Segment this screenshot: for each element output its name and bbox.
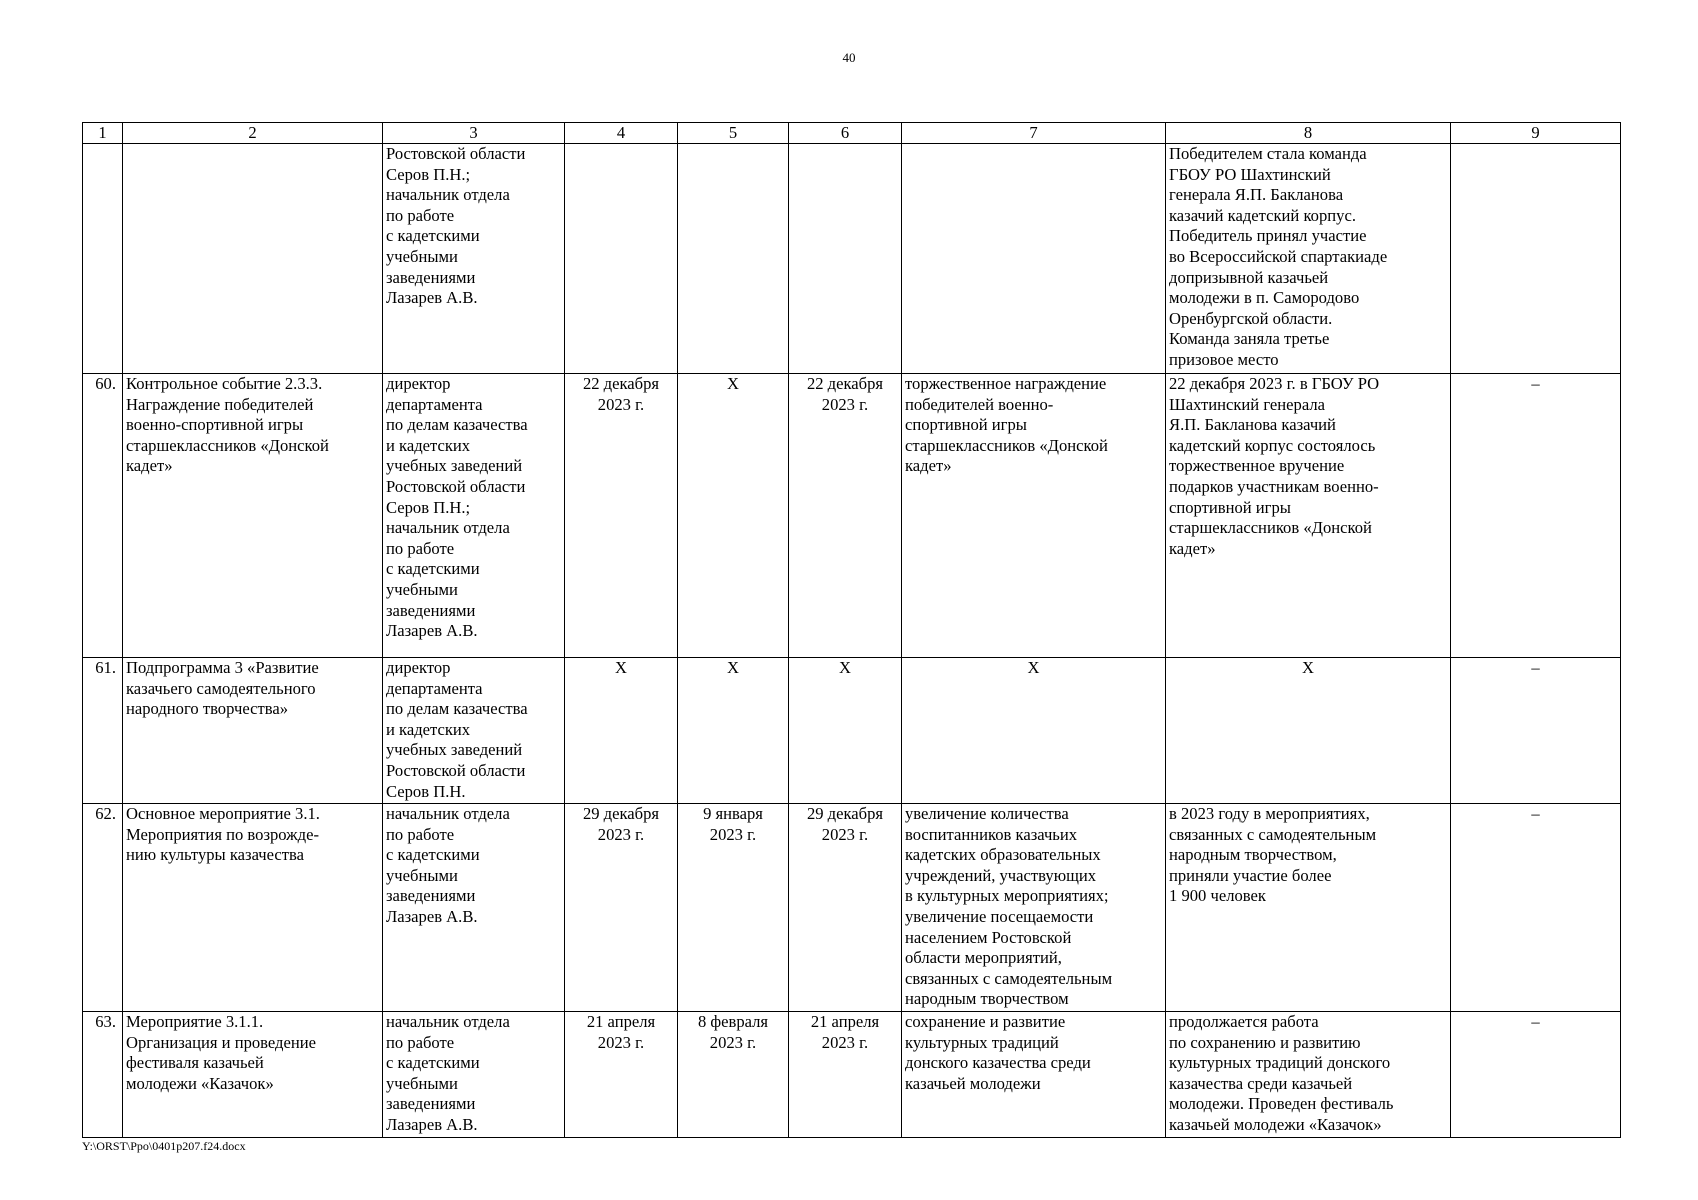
row-number: 60. — [83, 374, 123, 658]
header-cell: 9 — [1451, 123, 1621, 144]
actual-end-date — [789, 144, 902, 374]
table-row — [83, 144, 1621, 374]
problems-note: – — [1451, 374, 1621, 658]
header-cell: 5 — [678, 123, 789, 144]
row-number: 61. — [83, 658, 123, 804]
measure-name: Мероприятие 3.1.1. Организация и проведение фестиваля казачьей молодежи «Казачок» — [123, 1012, 383, 1138]
planned-date: 29 декабря 2023 г. — [565, 804, 678, 1012]
header-cell: 6 — [789, 123, 902, 144]
header-cell: 1 — [83, 123, 123, 144]
responsible-person: начальник отдела по работе с кадетскими учебными заведениями Лазарев А.В. — [383, 1012, 565, 1138]
responsible-person: директор департамента по делам казачества и кадетских учебных заведений Ростовской области Серов П.Н.; начальник отдела по работе с кадетскими учебными заведениями Лазарев А.В. — [383, 374, 565, 658]
actual-end-date: X — [789, 658, 902, 804]
table-row — [83, 658, 1621, 804]
planned-date — [565, 144, 678, 374]
planned-date: X — [565, 658, 678, 804]
problems-note: – — [1451, 658, 1621, 804]
actual-start-date — [678, 144, 789, 374]
table-row — [83, 1012, 1621, 1138]
problems-note: – — [1451, 1012, 1621, 1138]
actual-start-date: X — [678, 658, 789, 804]
row-number: 63. — [83, 1012, 123, 1138]
header-cell: 2 — [123, 123, 383, 144]
measure-name — [123, 144, 383, 374]
table-row — [83, 374, 1621, 658]
table-row — [83, 804, 1621, 1012]
header-cell: 4 — [565, 123, 678, 144]
measure-name: Контрольное событие 2.3.3. Награждение победителей военно-спортивной игры старшеклассников «Донской кадет» — [123, 374, 383, 658]
problems-note — [1451, 144, 1621, 374]
page-number: 40 — [842, 50, 856, 65]
header-cell: 7 — [902, 123, 1166, 144]
actual-end-date: 29 декабря 2023 г. — [789, 804, 902, 1012]
actual-start-date: X — [678, 374, 789, 658]
actual-start-date: 9 января 2023 г. — [678, 804, 789, 1012]
measure-name: Подпрограмма 3 «Развитие казачьего самодеятельного народного творчества» — [123, 658, 383, 804]
report-table — [82, 122, 1621, 1138]
header-cell: 3 — [383, 123, 565, 144]
actual-result: продолжается работа по сохранению и развитию культурных традиций донского казачества среди казачьей молодежи. Проведен фестиваль казачьей молодежи «Казачок» — [1166, 1012, 1451, 1138]
planned-result: увеличение количества воспитанников казачьих кадетских образовательных учреждений, участвующих в культурных мероприятиях; увеличение посещаемости населением Ростовской области мероприятий, связанных с самодеятельным народным творчеством — [902, 804, 1166, 1012]
planned-result: X — [902, 658, 1166, 804]
actual-end-date: 21 апреля 2023 г. — [789, 1012, 902, 1138]
planned-result — [902, 144, 1166, 374]
planned-result: сохранение и развитие культурных традиций донского казачества среди казачьей молодежи — [902, 1012, 1166, 1138]
file-path-footer: Y:\ORST\Ppo\0401p207.f24.docx — [82, 1139, 246, 1153]
responsible-person: директор департамента по делам казачества и кадетских учебных заведений Ростовской области Серов П.Н. — [383, 658, 565, 804]
problems-note: – — [1451, 804, 1621, 1012]
responsible-person: Ростовской области Серов П.Н.; начальник отдела по работе с кадетскими учебными заведениями Лазарев А.В. — [383, 144, 565, 374]
column-number-header — [83, 123, 1621, 144]
actual-result: Победителем стала команда ГБОУ РО Шахтинский генерала Я.П. Бакланова казачий кадетский корпус. Победитель принял участие во Всероссийской спартакиаде допризывной казачьей молодежи в п. Самородово Оренбургской области. Команда заняла третье призовое место — [1166, 144, 1451, 374]
header-cell: 8 — [1166, 123, 1451, 144]
actual-start-date: 8 февраля 2023 г. — [678, 1012, 789, 1138]
responsible-person: начальник отдела по работе с кадетскими учебными заведениями Лазарев А.В. — [383, 804, 565, 1012]
actual-result: 22 декабря 2023 г. в ГБОУ РО Шахтинский генерала Я.П. Бакланова казачий кадетский корпус состоялось торжественное вручение подарков участникам военно- спортивной игры старшеклассников «Донской кадет» — [1166, 374, 1451, 658]
row-number: 62. — [83, 804, 123, 1012]
actual-result: в 2023 году в мероприятиях, связанных с самодеятельным народным творчеством, приняли участие более 1 900 человек — [1166, 804, 1451, 1012]
actual-end-date: 22 декабря 2023 г. — [789, 374, 902, 658]
planned-result: торжественное награждение победителей военно- спортивной игры старшеклассников «Донской кадет» — [902, 374, 1166, 658]
planned-date: 21 апреля 2023 г. — [565, 1012, 678, 1138]
measure-name: Основное мероприятие 3.1. Мероприятия по возрожде- нию культуры казачества — [123, 804, 383, 1012]
planned-date: 22 декабря 2023 г. — [565, 374, 678, 658]
actual-result: X — [1166, 658, 1451, 804]
row-number — [83, 144, 123, 374]
